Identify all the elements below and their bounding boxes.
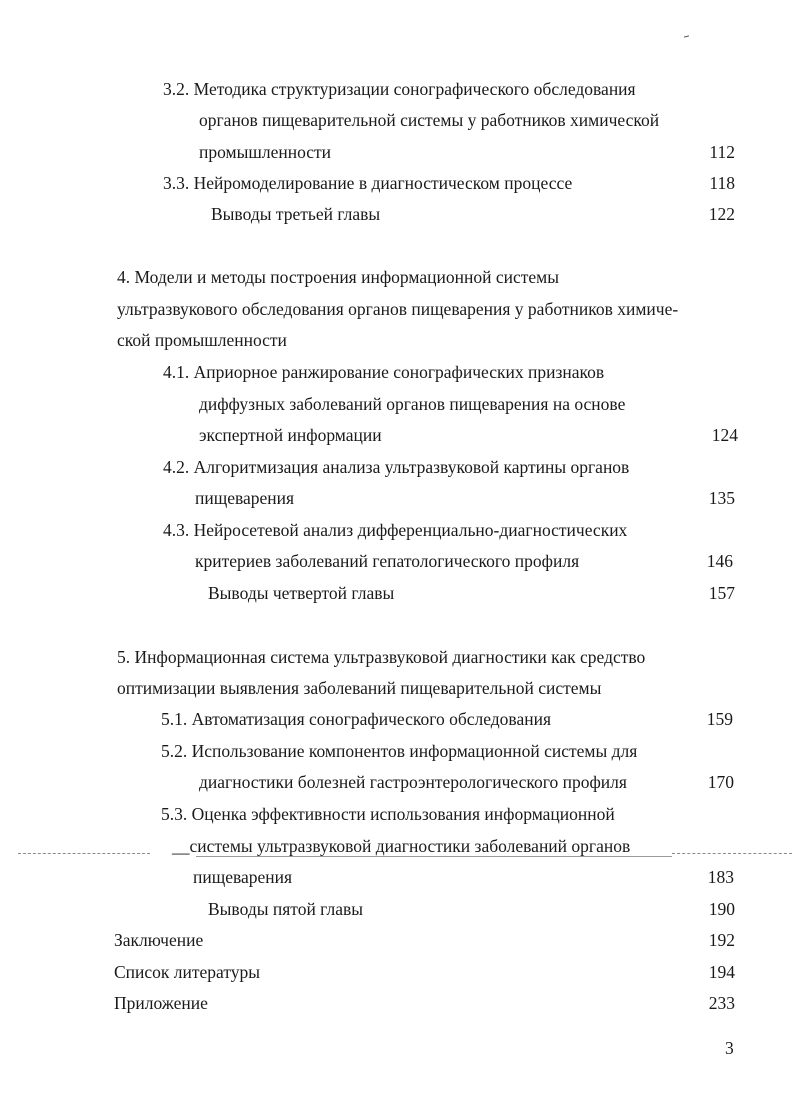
toc-entry-appendix-page: 233 xyxy=(708,993,735,1013)
toc-entry-conclusion: Заключение xyxy=(114,930,204,950)
toc-chapter-5-title-cont: оптимизации выявления заболеваний пищеварительной системы xyxy=(117,678,602,698)
toc-entry-appendix: Приложение xyxy=(114,993,208,1013)
toc-entry-5-2-title-cont: диагностики болезней гастроэнтерологического профиля xyxy=(199,772,627,792)
toc-entry-4-1-title: 4.1. Априорное ранжирование сонографических признаков xyxy=(163,362,605,382)
toc-entry-5-3-title: 5.3. Оценка эффективности использования информационной xyxy=(161,804,615,824)
toc-entry-5-2-page: 170 xyxy=(707,772,734,792)
toc-entry-ch5-conclusions: Выводы пятой главы xyxy=(208,899,363,919)
toc-entry-3-3-page: 118 xyxy=(709,173,735,193)
toc-entry-ch3-conclusions: Выводы третьей главы xyxy=(211,204,381,224)
toc-entry-ch4-conclusions-page: 157 xyxy=(708,583,735,603)
toc-entry-3-2-title: 3.2. Методика структуризации сонографического обследования xyxy=(163,79,636,99)
toc-entry-5-1-page: 159 xyxy=(706,709,733,729)
toc-entry-ch5-conclusions-page: 190 xyxy=(708,899,735,919)
toc-entry-3-3-title: 3.3. Нейромоделирование в диагностическом процессе xyxy=(163,173,573,193)
toc-entry-4-1-title-cont: диффузных заболеваний органов пищеварения на основе xyxy=(199,394,626,414)
scan-artifact-line xyxy=(18,853,150,854)
toc-entry-4-3-title: 4.3. Нейросетевой анализ дифференциально-диагностических xyxy=(163,520,628,540)
toc-entry-4-2-page: 135 xyxy=(708,488,735,508)
toc-entry-conclusion-page: 192 xyxy=(708,930,735,950)
toc-entry-5-1-title: 5.1. Автоматизация сонографического обследования xyxy=(161,709,551,729)
toc-chapter-4-title-cont: ультразвукового обследования органов пищеварения у работников химиче- xyxy=(117,299,679,319)
toc-entry-4-3-page: 146 xyxy=(706,551,733,571)
toc-entry-4-1-title-cont: экспертной информации xyxy=(199,425,382,445)
toc-entry-3-2-title-cont: органов пищеварительной системы у работников химической xyxy=(199,110,660,130)
toc-entry-5-3-title-cont: пищеварения xyxy=(193,867,293,887)
page-number: 3 xyxy=(725,1038,734,1058)
toc-entry-4-2-title-cont: пищеварения xyxy=(195,488,295,508)
toc-entry-3-2-title-cont: промышленности xyxy=(199,142,332,162)
toc-chapter-4-title: 4. Модели и методы построения информационной системы xyxy=(117,267,559,287)
toc-entry-5-2-title: 5.2. Использование компонентов информационной системы для xyxy=(161,741,638,761)
scan-speck xyxy=(684,35,689,37)
toc-entry-4-3-title-cont: критериев заболеваний гепатологического профиля xyxy=(195,551,580,571)
toc-entry-3-2-page: 112 xyxy=(709,142,735,162)
toc-entry-references-page: 194 xyxy=(708,962,735,982)
toc-chapter-4-title-cont: ской промышленности xyxy=(117,330,287,350)
toc-entry-references: Список литературы xyxy=(114,962,261,982)
toc-entry-4-2-title: 4.2. Алгоритмизация анализа ультразвуковой картины органов xyxy=(163,457,630,477)
toc-entry-ch4-conclusions: Выводы четвертой главы xyxy=(208,583,395,603)
toc-entry-5-3-title-cont: __системы ультразвуковой диагностики заболеваний органов xyxy=(172,836,631,856)
toc-entry-4-1-page: 124 xyxy=(711,425,738,445)
toc-entry-5-3-page: 183 xyxy=(707,867,734,887)
scan-artifact-line xyxy=(672,853,792,854)
toc-chapter-5-title: 5. Информационная система ультразвуковой диагностики как средство xyxy=(117,647,646,667)
toc-entry-ch3-conclusions-page: 122 xyxy=(708,204,735,224)
